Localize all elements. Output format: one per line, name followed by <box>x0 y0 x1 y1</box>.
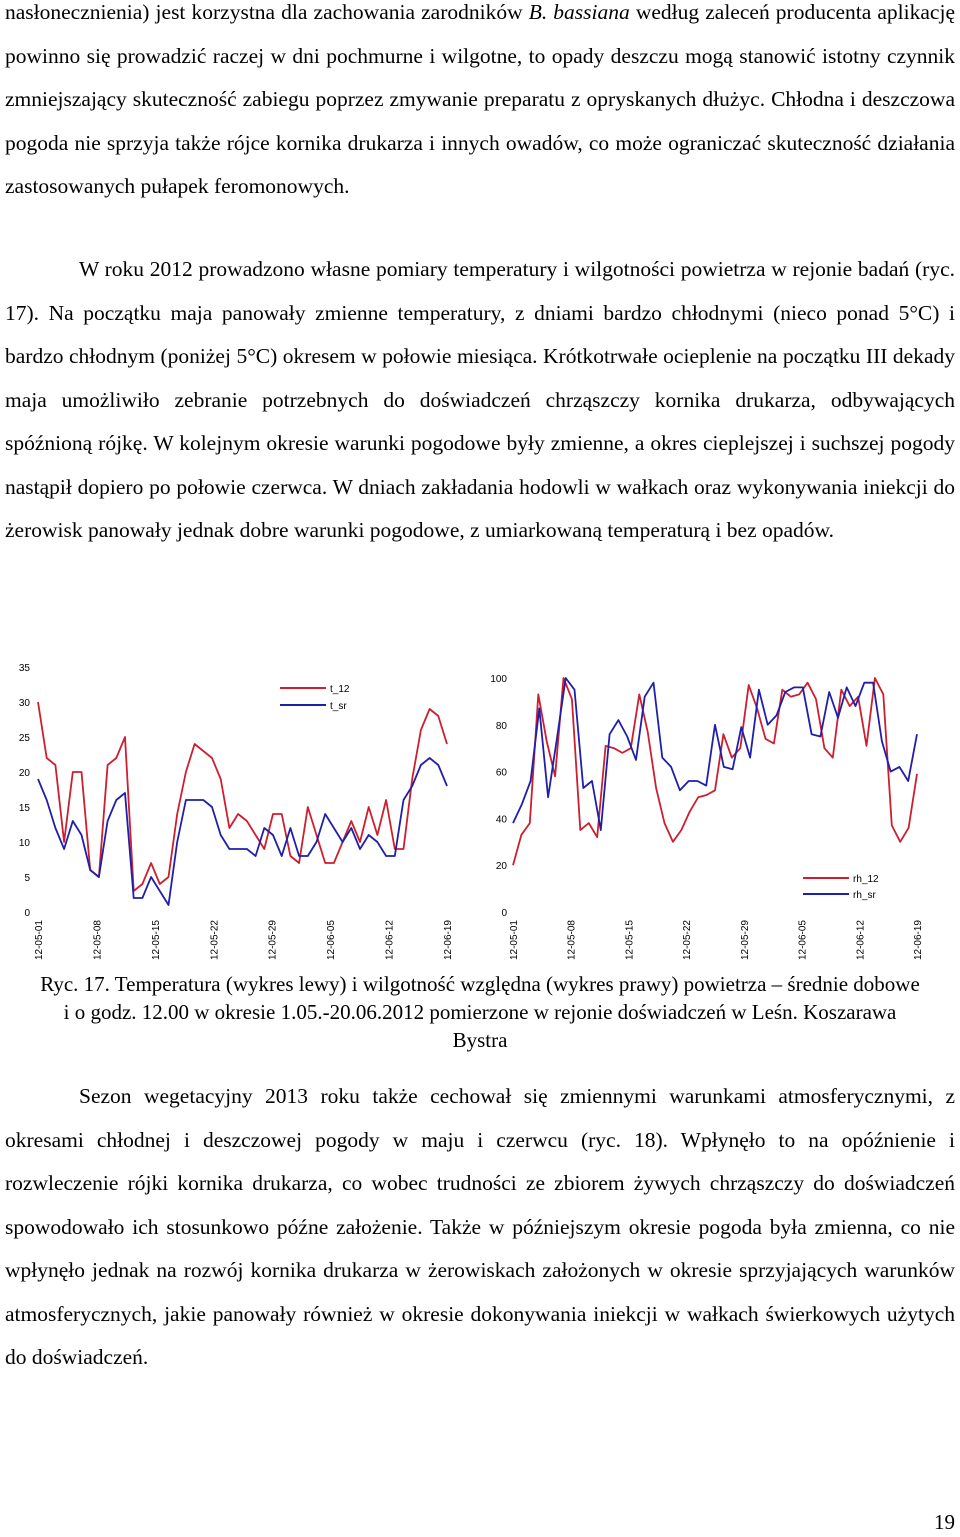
x-tick-label: 12-05-01 <box>509 920 520 961</box>
x-tick-label: 12-06-05 <box>797 920 809 961</box>
paragraph-2: W roku 2012 prowadzono własne pomiary temperatury i wilgotności powietrza w rejonie badań (ryc. 17). Na początku maja panowały zmienne temperatury, z dniami bardzo chłodnymi (nieco ponad 5°C) i bardzo chłodnym (poniżej 5°C) okresem w połowie miesiąca. Krótkotrwałe ocieplenie na początku III dekady maja umożliwiło zebranie potrzebnych do doświadczeń chrząszczy kornika drukarza, odbywających spóźnioną rójkę. W kolejnym okresie warunki pogodowe były zmienne, a okres cieplejszej i suchszej pogody nastąpił dopiero po połowie czerwca. W dniach zakładania hodowli w wałkach oraz wykonywania iniekcji do żerowisk panowały jednak dobre warunki pogodowe, z umiarkowaną temperaturą i bez opadów. <box>5 257 955 542</box>
y-tick-label: 60 <box>495 767 507 779</box>
x-tick-label: 12-05-29 <box>739 920 751 961</box>
x-tick-label: 12-06-05 <box>326 920 338 961</box>
paragraph-3: Sezon wegetacyjny 2013 roku także cechował się zmiennymi warunkami atmosferycznymi, z okresami chłodnej i deszczowej pogody w maju i czerwcu (ryc. 18). Wpłynęło to na opóźnienie i rozwleczenie rójki kornika drukarza, co wobec trudności ze zbiorem żywych chrząszczy do doświadczeń spowodowało ich stosunkowo późne założenie. Także w późniejszym okresie pogoda była zmienna, co nie wpłynęło jednak na rozwój kornika drukarza w żerowiskach założonych w okresie sprzyjających warunków atmosferycznych, jakie panowały również w okresie dokonywania iniekcji w wałkach świerkowych użytych do doświadczeń. <box>5 1084 955 1369</box>
humidity-chart <box>470 655 960 970</box>
page-number: 19 <box>934 1510 955 1534</box>
legend-label: t_12 <box>330 684 350 695</box>
species-name: B. bassiana <box>528 0 630 24</box>
x-tick-label: 12-05-01 <box>34 920 45 961</box>
y-tick-label: 25 <box>18 733 30 744</box>
x-tick-label: 12-05-15 <box>624 920 636 961</box>
legend-label: rh_sr <box>853 890 876 901</box>
x-tick-label: 12-06-19 <box>913 920 924 961</box>
x-tick-label: 12-05-15 <box>150 920 162 961</box>
paragraph-1-end: według zaleceń producenta aplikację powinno się prowadzić raczej w dni pochmurne i wilgotne, to opady deszczu mogą stanowić istotny czynnik zmniejszający skuteczność zabiegu poprzez zmywanie preparatu z opryskanych dłużyc. Chłodna i deszczowa pogoda nie sprzyja także rójce kornika drukarza i innych owadów, co może ograniczać skuteczność działania zastosowanych pułapek feromonowych. <box>5 0 955 198</box>
x-tick-label: 12-05-29 <box>267 920 279 961</box>
series-line-t_sr <box>38 758 447 905</box>
x-tick-label: 12-05-22 <box>682 920 694 961</box>
series-line-rh_sr <box>513 678 917 830</box>
y-tick-label: 20 <box>18 768 30 779</box>
legend-label: t_sr <box>330 701 347 712</box>
x-tick-label: 12-05-22 <box>209 920 221 961</box>
y-tick-label: 35 <box>18 663 30 674</box>
x-tick-label: 12-06-19 <box>443 920 454 961</box>
figure-caption: Ryc. 17. Temperatura (wykres lewy) i wilgotność względna (wykres prawy) powietrza – średnie dobowe i o godz. 12.00 w okresie 1.05.-20.06.2012 pomierzone w rejonie doświadczeń w Leśn. Koszarawa Bystra <box>40 972 920 1052</box>
y-tick-label: 10 <box>18 838 30 849</box>
x-tick-label: 12-05-08 <box>92 920 104 961</box>
y-tick-label: 0 <box>24 908 30 919</box>
y-tick-label: 0 <box>501 908 507 919</box>
x-tick-label: 12-06-12 <box>855 920 867 961</box>
temperature-chart <box>0 655 470 970</box>
y-tick-label: 100 <box>490 674 507 685</box>
y-tick-label: 80 <box>495 720 507 732</box>
legend-label: rh_12 <box>853 874 879 885</box>
figure-charts <box>0 655 960 970</box>
y-tick-label: 15 <box>18 803 30 814</box>
x-tick-label: 12-06-12 <box>384 920 396 961</box>
y-tick-label: 40 <box>495 814 507 826</box>
y-tick-label: 20 <box>495 861 507 873</box>
paragraph-1 <box>5 0 955 209</box>
paragraph-1-start: nasłonecznienia) jest korzystna dla zachowania zarodników <box>5 0 529 24</box>
series-line-t_12 <box>38 702 447 891</box>
y-tick-label: 30 <box>18 698 30 709</box>
y-tick-label: 5 <box>24 873 30 884</box>
x-tick-label: 12-05-08 <box>566 920 578 961</box>
